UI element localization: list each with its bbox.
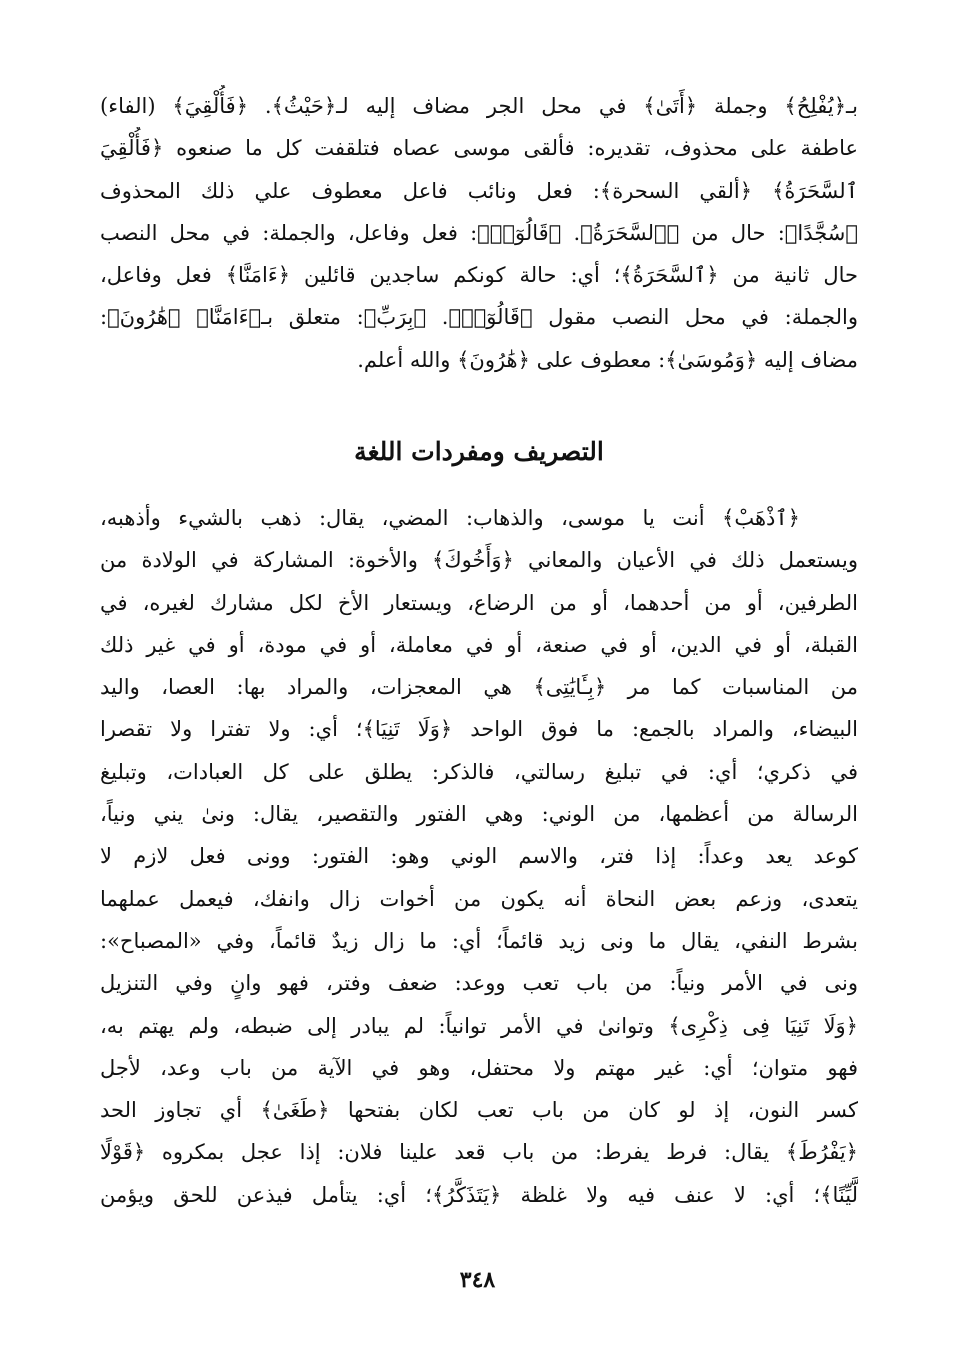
page-number: ٣٤٨ <box>459 1267 496 1293</box>
text-line: من المناسبات كما مر ﴿بِـَٔايَٰتِى﴾ هي المعجزات، والمراد بها: العصا، واليد <box>100 675 858 700</box>
text-line: ونى في الأمر ونياً: من باب تعب ووعد: ضعف وفتر، فهو وانٍ وفي التنزيل <box>100 971 858 996</box>
top-paragraph <box>100 85 858 381</box>
section-heading: التصريف ومفردات اللغة <box>354 437 604 466</box>
body-paragraph <box>100 497 858 1216</box>
text-line: ﴿ٱذْهَبْ﴾ أنت يا موسى، والذهاب: المضي، يقال: ذهب بالشيء وأذهبه، <box>100 506 800 530</box>
text-line: الرسالة من أعظمها، من الوني: وهي الفتور والتقصير، يقال: ونىٰ يني ونياً، <box>100 802 858 827</box>
text-line: كوعد يعد وعداً: إذا فتر، والاسم الوني وهو: الفتور: وونى فعل لازم لا <box>100 844 858 869</box>
text-line: ويستعمل ذلك في الأعيان والمعاني ﴿وَأَخُوكَ﴾ والأخوة: المشاركة في الولادة من <box>100 548 858 573</box>
text-line: حال ثانية من ﴿ٱلسَّحَرَةُ﴾؛ أي: حالة كونكم ساجدين قائلين ﴿ءَامَنَّا﴾ فعل وفاعل، <box>100 263 858 288</box>
text-line: في ذكري؛ أي: في تبليغ رسالتي، فالذكر: يطلق على كل العبادات، وتبليغ <box>100 759 858 784</box>
text-line: الطرفين، أو من أحدهما، أو من الرضاع، ويستعار الأخ لكل مشارك لغيره، في <box>100 590 858 615</box>
text-line: ﴿سُجَّدًا﴾: حال من ﴿ٱلسَّحَرَةُ﴾. ﴿قَالُوٓا۟﴾: فعل وفاعل، والجملة: في محل النصب <box>100 220 858 245</box>
text-line: ٱلسَّحَرَةُ﴾ ﴿ألقي السحرة﴾: فعل ونائب فاعل معطوف علي ذلك المحذوف <box>100 178 858 203</box>
text-line: يتعدى، وزعم بعض النحاة أنه يكون من أخوات زال وانفك، فيعمل عملهما <box>100 886 858 911</box>
text-line: فهو متوان؛ أي: غير مهتم ولا محتفل، وهو في الآية من باب وعد، لأجل <box>100 1055 858 1080</box>
text-line: لَّيِّنًا﴾؛ أي: لا عنف فيه ولا غلظة ﴿يَتَذَكَّرُ﴾؛ أي: يتأمل فيذعن للحق ويؤمن <box>100 1182 858 1207</box>
text-line: ﴿وَلَا تَنِيَا فِى ذِكْرِى﴾ وتوانىٰ في الأمر توانياً: لم يبادر إلى ضبطه، ولم يهتم به، <box>100 1013 858 1038</box>
text-line: كسر النون، إذ لو كان من باب تعب لكان بفتحها ﴿طَغَىٰ﴾ أي تجاوز الحد <box>100 1098 858 1123</box>
text-line: بـ﴿يُفْلِحُ﴾ وجملة ﴿أَتَىٰ﴾ في محل الجر مضاف إليه لـ﴿حَيْثُ﴾. ﴿فَأُلْقِيَ﴾ (الفاء) <box>100 94 858 118</box>
text-line: عاطفة على محذوف، تقديره: فألقى موسى عصاه فتلقفت كل ما صنعوه ﴿فَأُلْقِيَ <box>100 136 858 161</box>
text-line: والجملة: في محل النصب مقول ﴿قَالُوٓا۟﴾. ﴿بِرَبِّ﴾: متعلق بـ﴿ءَامَنَّا﴾ ﴿هَٰرُونَ﴾: <box>100 305 858 330</box>
text-line: القبلة، أو في الدين، أو في صنعة، أو في معاملة، أو في مودة، أو في غير ذلك <box>100 632 858 657</box>
text-line: البيضاء، والمراد بالجمع: ما فوق الواحد ﴿وَلَا تَنِيَا﴾؛ أي: ولا تفترا ولا تقصرا <box>100 717 858 742</box>
text-line: ﴿يَفْرُطَ﴾ يقال: فرط يفرط: من باب قعد علينا فلان: إذا عجل بمكروه ﴿قَوْلًا <box>100 1140 858 1165</box>
text-line: مضاف إليه ﴿وَمُوسَىٰ﴾: معطوف على ﴿هَٰرُونَ﴾ والله أعلم. <box>357 347 858 372</box>
text-line: بشرط النفي، يقال ما ونى زيد قائماً؛ أي: ما زال زيدٌ قائماً، وفي «المصباح»: <box>100 928 858 953</box>
